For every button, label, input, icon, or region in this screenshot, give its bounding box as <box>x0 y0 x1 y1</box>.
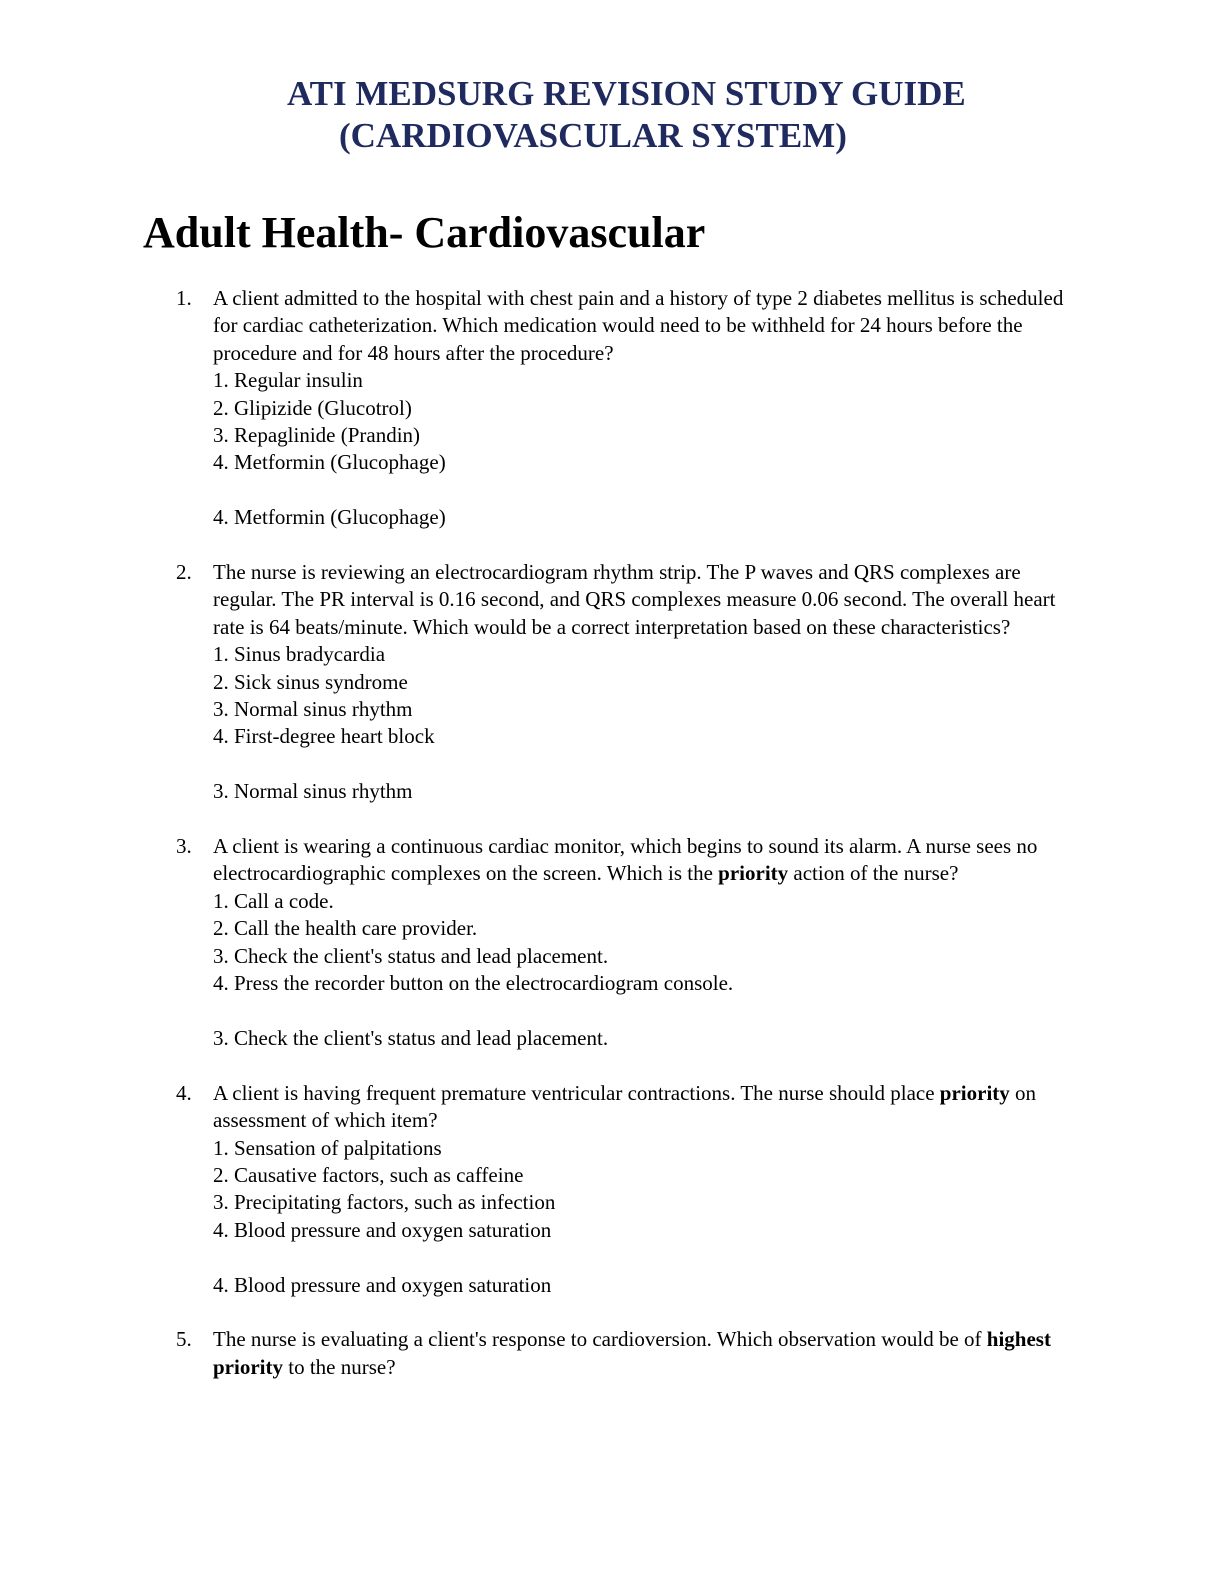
stem-text: A client is having frequent premature ventricular contractions. The nurse should place <box>213 1080 940 1105</box>
correct-answer: 3. Check the client's status and lead placement. <box>213 1025 609 1050</box>
question-item <box>176 285 1076 532</box>
answer-option: 1. Sensation of palpitations <box>213 1135 442 1160</box>
question-number: 3. <box>176 834 192 859</box>
section-heading: Adult Health- Cardiovascular <box>143 208 706 257</box>
answer-option: 1. Regular insulin <box>213 368 363 393</box>
answer-option: 4. Press the recorder button on the electrocardiogram console. <box>213 971 734 996</box>
correct-answer: 4. Blood pressure and oxygen saturation <box>213 1272 552 1297</box>
document-title-line-1: ATI MEDSURG REVISION STUDY GUIDE <box>287 74 966 113</box>
question-stem <box>213 286 1063 365</box>
stem-text: The nurse is evaluating a client's response to cardioversion. Which observation would be of <box>213 1327 987 1352</box>
document-title-line-2: (CARDIOVASCULAR SYSTEM) <box>339 116 847 155</box>
question-item <box>176 833 1076 1052</box>
answer-option: 2. Causative factors, such as caffeine <box>213 1162 524 1187</box>
answer-option: 4. First-degree heart block <box>213 724 435 749</box>
question-stem <box>213 560 1056 639</box>
answer-option: 3. Repaglinide (Prandin) <box>213 423 421 448</box>
stem-text: The nurse is reviewing an electrocardiogram rhythm strip. The P waves and QRS complexes are regular. The PR interval is 0.16 second, and QRS complexes measure 0.06 second. The overall heart rate is 64 beats/minute. Which would be a correct interpretation based on these characteristics? <box>213 560 1056 639</box>
question-list <box>176 285 1076 1409</box>
stem-text: to the nurse? <box>282 1354 396 1379</box>
question-stem <box>213 1081 1036 1132</box>
question-number: 1. <box>176 286 192 310</box>
question-item <box>176 1080 1076 1299</box>
answer-option: 1. Call a code. <box>213 888 334 913</box>
answer-option: 1. Sinus bradycardia <box>213 642 386 667</box>
answer-option: 2. Call the health care provider. <box>213 916 478 941</box>
stem-text: on assessment of which item? <box>213 1080 1037 1133</box>
stem-emphasis: priority <box>718 861 789 886</box>
question-number: 5. <box>176 1327 192 1352</box>
answer-option: 4. Blood pressure and oxygen saturation <box>213 1217 552 1242</box>
question-item <box>176 1326 1076 1381</box>
stem-emphasis: priority <box>939 1080 1010 1105</box>
question-item <box>176 559 1076 806</box>
stem-text: A client is wearing a continuous cardiac monitor, which begins to sound its alarm. A nurse sees no electrocardiographic complexes on the screen. Which is the <box>213 834 1038 886</box>
answer-option: 4. Metformin (Glucophage) <box>213 450 446 475</box>
question-stem <box>213 1327 1051 1378</box>
stem-text: A client admitted to the hospital with chest pain and a history of type 2 diabetes mellitus is scheduled for cardiac catheterization. Which medication would need to be withheld for 24 hours before the procedure and for 48 hours after the procedure? <box>213 286 1064 365</box>
stem-emphasis: highest priority <box>213 1327 1051 1379</box>
stem-text: action of the nurse? <box>788 861 959 886</box>
answer-option: 2. Glipizide (Glucotrol) <box>213 395 412 420</box>
answer-option: 3. Check the client's status and lead placement. <box>213 943 609 968</box>
question-stem <box>213 834 1037 885</box>
answer-option: 2. Sick sinus syndrome <box>213 669 408 694</box>
answer-option: 3. Precipitating factors, such as infection <box>213 1190 556 1215</box>
question-number: 2. <box>176 560 192 585</box>
answer-option: 3. Normal sinus rhythm <box>213 697 413 722</box>
correct-answer: 3. Normal sinus rhythm <box>213 779 413 804</box>
question-number: 4. <box>176 1080 192 1105</box>
correct-answer: 4. Metformin (Glucophage) <box>213 505 446 530</box>
